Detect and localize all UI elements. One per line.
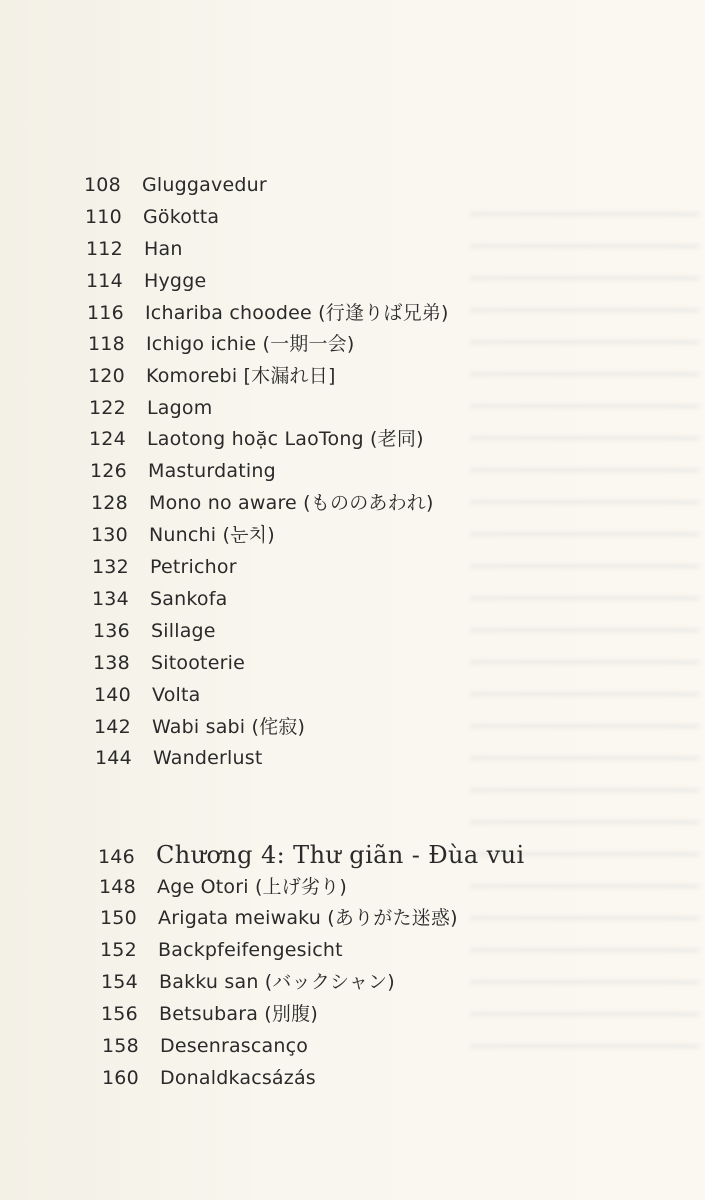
entry-title: Arigata meiwaku (ありがた迷惑) <box>158 907 458 929</box>
entry-title: Ichariba choodee (行逢りば兄弟) <box>145 302 449 324</box>
toc-entry <box>95 743 263 773</box>
entry-title: Komorebi [木漏れ日] <box>146 365 336 387</box>
entry-title: Sankofa <box>150 588 228 610</box>
page-number: 124 <box>89 428 126 450</box>
entry-title: Han <box>144 238 183 260</box>
entry-title: Volta <box>152 684 201 706</box>
page-number: 132 <box>92 556 129 578</box>
toc-entry <box>92 584 227 614</box>
toc-entry <box>85 202 219 232</box>
entry-title: Bakku san (バックシャン) <box>159 971 395 993</box>
toc-entry <box>92 552 237 582</box>
entry-title: Gökotta <box>143 206 220 228</box>
entry-title: Wabi sabi (侘寂) <box>152 716 306 738</box>
page-number: 130 <box>91 524 128 546</box>
toc-entry <box>102 1063 316 1093</box>
toc-entry <box>94 712 305 742</box>
toc-entry <box>86 266 206 296</box>
entry-title: Sillage <box>151 620 216 642</box>
page-number: 144 <box>95 747 132 769</box>
toc-entry <box>91 488 434 518</box>
page-number: 128 <box>91 492 128 514</box>
entry-title: Laotong hoặc LaoTong (老同) <box>147 428 424 450</box>
page-number: 116 <box>87 302 124 324</box>
toc-entry <box>90 456 276 486</box>
entry-title: Sitooterie <box>151 652 245 674</box>
toc-entry <box>94 680 201 710</box>
page-number: 146 <box>98 846 135 868</box>
entry-title: Nunchi (눈치) <box>149 524 275 546</box>
page-number: 148 <box>99 876 136 898</box>
page-number: 154 <box>101 971 138 993</box>
page-number: 112 <box>86 238 123 260</box>
page-number: 120 <box>88 365 125 387</box>
entry-title: Donaldkacsázás <box>160 1067 316 1089</box>
page-number: 122 <box>89 397 126 419</box>
page-number: 126 <box>90 460 127 482</box>
entry-title: Betsubara (別腹) <box>159 1003 318 1025</box>
page-number: 156 <box>101 1003 138 1025</box>
page-number: 136 <box>93 620 130 642</box>
toc-entry <box>102 1031 308 1061</box>
page-number: 108 <box>84 174 121 196</box>
toc-entry <box>89 424 424 454</box>
entry-title: Ichigo ichie (一期一会) <box>146 333 355 355</box>
page-number: 142 <box>94 716 131 738</box>
page-number: 110 <box>85 206 122 228</box>
toc-entry <box>101 967 395 997</box>
toc-entry <box>99 872 347 902</box>
toc-entry <box>93 616 216 646</box>
entry-title: Lagom <box>147 397 213 419</box>
page-number: 134 <box>92 588 129 610</box>
toc-entry <box>87 298 449 328</box>
chapter-heading <box>98 838 525 872</box>
page-number: 158 <box>102 1035 139 1057</box>
chapter-title: Chương 4: Thư giãn - Đùa vui <box>156 841 525 869</box>
page-number: 140 <box>94 684 131 706</box>
toc-entry <box>100 935 343 965</box>
entry-title: Hygge <box>144 270 207 292</box>
toc-entry <box>84 170 267 200</box>
entry-title: Masturdating <box>148 460 276 482</box>
page-number: 160 <box>102 1067 139 1089</box>
entry-title: Desenrascanço <box>160 1035 309 1057</box>
toc-entry <box>88 361 336 391</box>
toc-entry <box>91 520 275 550</box>
page-number: 138 <box>93 652 130 674</box>
page-number: 150 <box>100 907 137 929</box>
page-number: 118 <box>88 333 125 355</box>
entry-title: Age Otori (上げ劣り) <box>157 876 347 898</box>
entry-title: Mono no aware (もののあわれ) <box>149 492 434 514</box>
entry-title: Petrichor <box>150 556 237 578</box>
toc-entry <box>100 903 458 933</box>
entry-title: Wanderlust <box>153 747 263 769</box>
entry-title: Gluggavedur <box>142 174 267 196</box>
toc-entry <box>86 234 183 264</box>
toc-entry <box>101 999 318 1029</box>
toc-entry <box>93 648 245 678</box>
page-number: 114 <box>86 270 123 292</box>
entry-title: Backpfeifengesicht <box>158 939 343 961</box>
toc-entry <box>89 393 212 423</box>
toc-entry <box>88 329 355 359</box>
page-number: 152 <box>100 939 137 961</box>
